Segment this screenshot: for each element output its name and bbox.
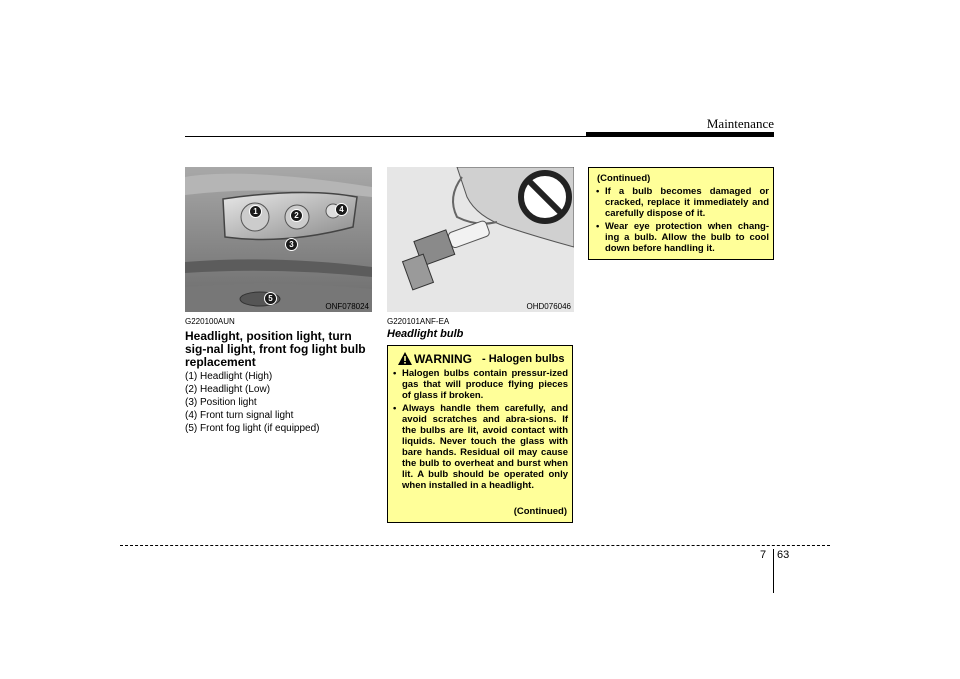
callout-3: 3: [285, 238, 298, 251]
continued-bullet: If a bulb becomes damaged or cracked, replace it immediately and carefully dispose of it.: [605, 186, 769, 219]
warning-box: [387, 345, 573, 523]
list-item: (3) Position light: [185, 397, 257, 408]
warning-triangle-icon: [398, 352, 412, 365]
figure-code: ONF078024: [325, 302, 369, 311]
bulb-illustration: [387, 167, 574, 312]
header-bar: [586, 132, 774, 137]
headlight-figure: [185, 167, 372, 312]
section-heading: Headlight, position light, turn sig-nal light, front fog light bulb replacement: [185, 329, 366, 369]
callout-4: 4: [335, 203, 348, 216]
warning-subtitle: - Halogen bulbs: [482, 353, 565, 365]
section-code: G220100AUN: [185, 317, 235, 326]
figure-code: OHD076046: [526, 302, 571, 311]
callout-2: 2: [290, 209, 303, 222]
warning-bullet: Halogen bulbs contain pressur-ized gas that will produce flying pieces of glass if broken.: [402, 368, 568, 401]
continued-box: [588, 167, 774, 260]
subheading: Headlight bulb: [387, 328, 464, 340]
list-item: (4) Front turn signal light: [185, 410, 294, 421]
list-item: (2) Headlight (Low): [185, 384, 271, 395]
bullet-icon: •: [596, 186, 600, 197]
footer-rule: [120, 545, 830, 546]
list-item: (5) Front fog light (if equipped): [185, 423, 320, 434]
footer-divider: [773, 549, 774, 593]
callout-5: 5: [264, 292, 277, 305]
bullet-icon: •: [393, 368, 397, 379]
chapter-number: 7: [760, 549, 767, 561]
section-title: Maintenance: [706, 116, 774, 131]
warning-bullet: Always handle them carefully, and avoid scratches and abra-sions. If the bulbs are lit, avoid contact with liquids. Never touch the glass with bare hands. Residual oil may cause the bulb to overheat and burst when lit. A bulb should be operated only when installed in a headlight.: [402, 403, 568, 491]
list-item: (1) Headlight (High): [185, 371, 273, 382]
bulb-figure: [387, 167, 574, 312]
headlight-illustration: [185, 167, 372, 312]
bullet-icon: •: [596, 221, 600, 232]
callout-1: 1: [249, 205, 262, 218]
continued-bullet: Wear eye protection when chang-ing a bulb. Allow the bulb to cool down before handling it.: [605, 221, 769, 254]
continued-title: (Continued): [597, 173, 651, 184]
continued-label: (Continued): [513, 506, 567, 517]
warning-title: WARNING: [414, 352, 472, 366]
page-number: 63: [777, 549, 790, 561]
bullet-icon: •: [393, 403, 397, 414]
section-code: G220101ANF-EA: [387, 317, 450, 326]
